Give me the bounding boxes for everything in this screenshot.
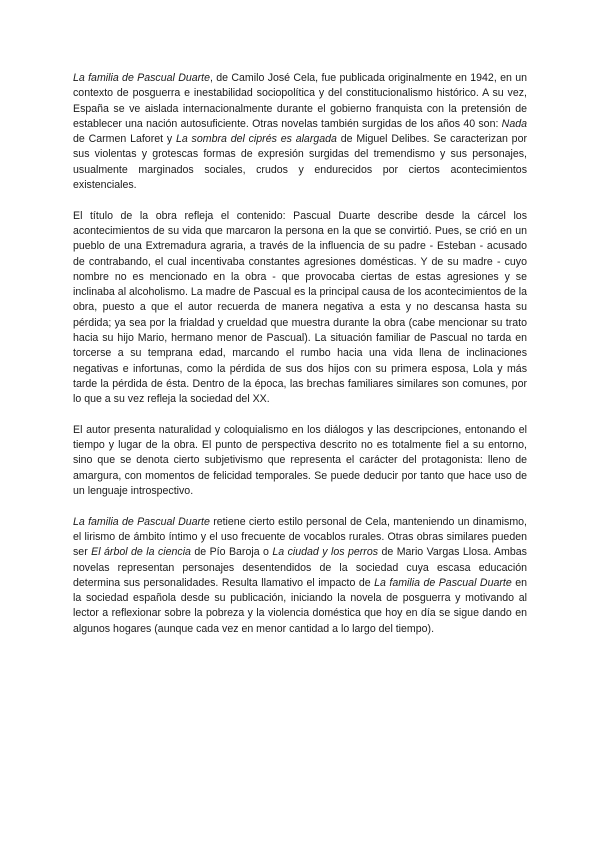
paragraph-text: de Pío Baroja o [190,546,273,559]
book-title-italic: La familia de Pascual Duarte [73,515,210,528]
paragraph-text: de Mario Vargas Llosa. Ambas novelas representan personajes desentendidos de la sociedad cuya escasa educación determina sus personalidades. Resulta llamativo el impacto de [73,546,527,589]
paragraph-text: de Carmen Laforet y [73,133,176,146]
book-title-italic: La sombra del ciprés es alargada [175,133,337,146]
book-title-italic: La ciudad y los perros [272,546,379,559]
paragraph-text: retiene cierto estilo personal de Cela, manteniendo un dinamismo, el lirismo de ámbito íntimo y el uso frecuente de vocablos rurales. Otras obras similares pueden ser [73,515,527,559]
document-body [73,71,527,652]
book-title-italic: Nada [501,117,527,130]
paragraph-3 [73,423,527,499]
paragraph-text: El autor presenta naturalidad y coloquialismo en los diálogos y las descripciones, entonando el tiempo y lugar de la obra. El punto de perspectiva descrito no es totalmente fiel a su entorno, sino que se denota cierto subjetivismo que representa el carácter del protagonista: lleno de amargura, con momentos de felicidad temporales. Se puede deducir por tanto que hace uso de un lenguaje introspectivo. [73,423,527,498]
paragraph-4 [73,515,527,637]
book-title-italic: La familia de Pascual Duarte [374,576,512,589]
book-title-italic: El árbol de la ciencia [91,546,191,559]
paragraph-text: de Miguel Delibes. Se caracterizan por sus violentas y grotescas formas de expresión surgidas del tremendismo y sus personajes, usualmente marginados sociales, crudos y endurecidos por ciertos acontecimientos existenciales. [73,133,527,192]
paragraph-text: El título de la obra refleja el contenido: Pascual Duarte describe desde la cárcel los acontecimientos de su vida que marcaron la persona en la que se convirtió. Pues, se crió en un pueblo de una Extremadura agraria, a través de la influencia de su padre - Esteban - acusado de contrabando, el cual incentivaba constantes agresiones domésticas. Y de su madre - cuyo nombre no es mencionado en la obra - que provocaba ciertas de estas agresiones y se inclinaba al alcoholismo. La madre de Pascual es la principal causa de los acontecimientos de la obra, puesto a que el autor recuerda de manera negativa a esta y no descansa hasta su pérdida; ya sea por la frialdad y crueldad que muestra durante la obra (cabe mencionar su trato hacia su hijo Mario, hermano menor de Pascual). La situación familiar de Pascual no tarda en torcerse a su temprana edad, marcando el rumbo hacia una vida llena de inclinaciones negativas e infortunas, como la pérdida de sus dos hijos con su primera esposa, Lola y más tarde la pérdida de ésta. Dentro de la época, las brechas familiares similares son comunes, por lo que a su vez refleja la sociedad del XX. [73,209,527,406]
paragraph-1 [73,71,527,193]
paragraph-text: , de Camilo José Cela, fue publicada originalmente en 1942, en un contexto de posguerra e inestabilidad sociopolítica y del constitucionalismo histórico. A su vez, España se ve aislada internacionalmente durante el gobierno franquista con la pretensión de establecer una nación autosuficiente. Otras novelas también surgidas de los años 40 son: [73,72,527,130]
paragraph-2 [73,209,527,408]
paragraph-text: en la sociedad española desde su publicación, iniciando la novela de posguerra y motivando al lector a reflexionar sobre la pobreza y la violencia doméstica que hoy en día se sigue dando en algunos hogares (aunque cada vez en menor cantidad a lo largo del tiempo). [73,576,527,635]
book-title-italic: La familia de Pascual Duarte [73,72,210,84]
